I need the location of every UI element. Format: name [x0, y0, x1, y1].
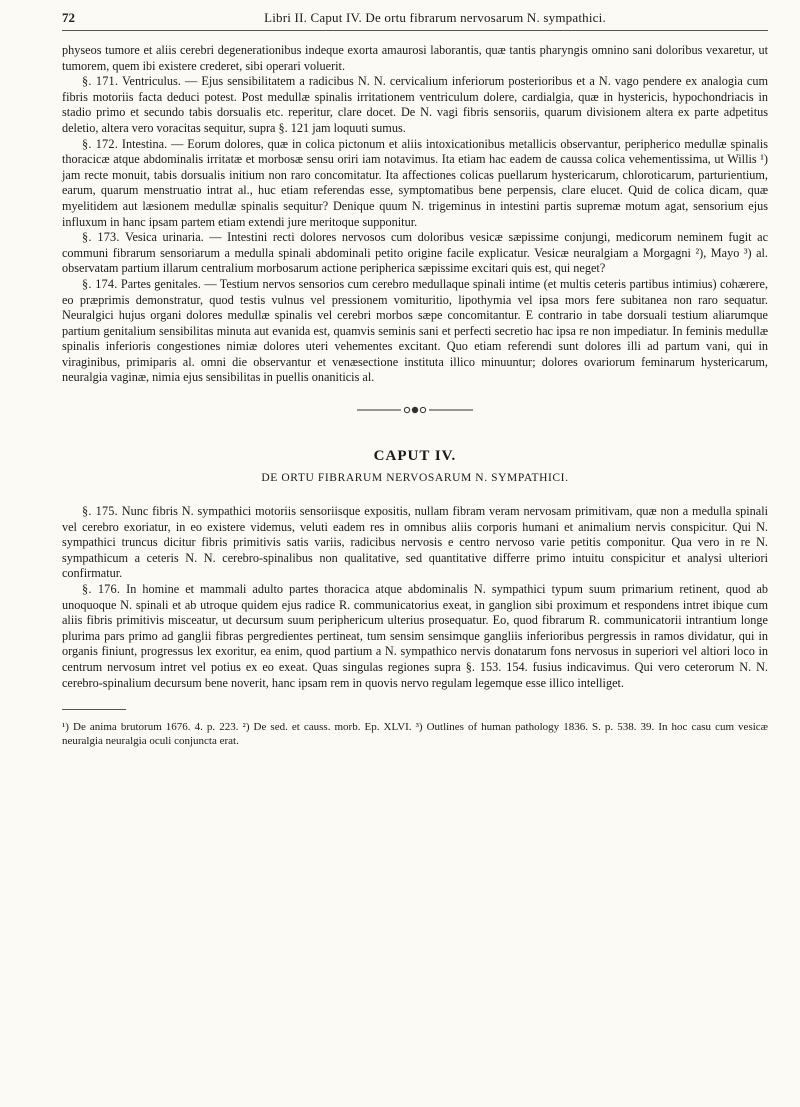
- section-number: §. 172.: [82, 136, 118, 151]
- section-number: §. 176.: [82, 582, 121, 597]
- section-heading: Partes genitales.: [120, 276, 201, 291]
- footnotes: ¹) De anima brutorum 1676. 4. p. 223. ²) De sed. et causs. morb. Ep. XLVI. ³) Outlines of human pathology 1836. S. p. 538. 39. In hoc casu cum vesicæ neuralgia neuralgia oculi conjuncta erat.: [62, 721, 768, 747]
- section-174: [62, 277, 768, 386]
- section-171: [62, 74, 768, 136]
- section-175: [62, 504, 768, 582]
- book-page: [62, 10, 768, 759]
- section-number: §. 175.: [82, 504, 118, 519]
- section-heading: Ventriculus.: [122, 74, 181, 89]
- section-heading: Vesica urinaria.: [124, 230, 204, 245]
- section-text: — Eorum dolores, quæ in colica pictonum et aliis intoxicationibus metallicis observantur, peripherico medullæ spinalis thoracicæ atque abdominalis irritatæ et morbosæ sensu oriri iam notavimus. Ita etiam hac eadem de caussa colica vehementissima, ut Willis ¹) jam recte monuit, tabis dorsualis initium non raro concomitatur. Ita affectiones colicas puellarum hystericarum, chloroticarum, parturientium, earum, quarum menstruatio intrat al., huc etiam referendas esse, symptomatibus bene perpensis, clare elucet. Quid de colica dicam, quæ myelitidem aut læsionem medullæ spinalis sequitur? Denique quum N. trigeminus in intestini partis supremæ motum agat, sensorium ejus influxum in hanc ipsam partem etiam extendi jure meritoque supponitur.: [62, 136, 768, 229]
- section-number: §. 173.: [82, 230, 120, 245]
- section-heading: Intestina.: [121, 136, 168, 151]
- ornament-divider-icon: [355, 405, 475, 415]
- running-head: [62, 10, 768, 31]
- section-number: §. 171.: [82, 74, 119, 89]
- section-text: — Ejus sensibilitatem a radicibus N. N. cervicalium inferiorum posterioribus et a N. vago pendere ex analogia cum fibris motoriis facta deduci potest. Post medullæ spinalis irritationem ventriculum dolere, cardialgia, quæ in hystericis, hypochondriacis in stadio primo et secundo tabis dorsualis etc. reperitur, clare docet. De N. vagi fibris sensoriis, quarum divisionem altera ex parte adpetitus deletio, altera vero voracitas sequitur, supra §. 121 jam loquuti sumus.: [62, 74, 769, 135]
- section-172: [62, 137, 768, 231]
- footnote-rule: [62, 709, 126, 710]
- section-text: In homine et mammali adulto partes thoracica atque abdominalis N. sympathici typum suum primarium retinent, quod ab unoquoque N. spinali et ab utroque quidem ejus radice R. communicatorius exeat, in ganglion sibi proximum et respondens intret ibique cum aliis fibris primitivis misceatur, ut decursum suum periphericum ulterius prosequatur. Eo, quod fibrarum R. communicatorii intrantium longe plurima pars primo ad ganglii fibras pergredientes pertineat, tum sensim sensimque gangliis inferioribus pergressis in ramos dividatur, qui in organis finiunt, progressus lex exoritur, ea enim, quod partium a N. sympathico nervis donatarum fons nervosus in superiori vel altiori loco in centrum nervosum intret vel potius ex eo exeat. Quas singulas regiones supra §. 153. 154. fusius indicavimus. Qui vero ceterorum N. N. cerebro-spinalium decursum bene noverit, hanc ipsam rem in quovis nervo regulam legemque esse illico intelliget.: [62, 582, 769, 690]
- chapter-subtitle: DE ORTU FIBRARUM NERVOSARUM N. SYMPATHICI.: [261, 472, 569, 485]
- continuation-paragraph: physeos tumore et aliis cerebri degenerationibus indeque exorta amaurosi laborantis, quæ tantis pharyngis omnino sani doloribus vexaretur, ut tumorem, quem ibi existere crederet, sibi operari voluerit.: [62, 43, 768, 73]
- section-176: [62, 582, 768, 691]
- section-173: [62, 230, 768, 277]
- section-text: Nunc fibris N. sympathici motoriis sensoriisque expositis, nullam fibram veram nervosam primitivam, quæ non a medulla spinali vel cerebro exoriatur, in eo existere videmus, veluti eadem res in omnibus aliis corporis humani et animalium nervis conspicitur. Qui N. sympathici truncus dicitur fibris primitivis satis variis, radicibus nervosis e centro nervoso varie petitis componitur. Qua vero in re N. sympathicum a ceteris N. N. cerebro-spinalibus non qualitative, sed quantitative differre primo intuitu conspicitur et analysi ulteriori confirmatur.: [62, 504, 768, 581]
- section-text: — Testium nervos sensorios cum cerebro medullaque spinali intime (et multis ceteris partibus intimius) cohærere, eo præprimis demonstratur, quod testis vulnus vel pressionem vomituritio, lipothymia vel ipsa mors fere subitanea non raro sequatur. Neuralgici hujus organi dolores medullæ spinalis vel cerebri morbos sæpe concomitantur. E contrario in tabe dorsuali testium aliarumque partium genitalium sensibilitas minuta aut evanida est, quamvis seminis sani et perfecti secretio hac ipsa re non impediatur. In feminis medullæ spinalis inferioris congestiones nimiæ dolores uteri vehementes excitant. Quo etiam referendi sunt dolores illi ad partum vani, qui in viraginibus, primiparis al. omni die observantur et venæsectione instituta illico minuuntur; dolores ovariorum feminarum hystericarum, neuralgia vaginæ, nimia ejus sensibilitas in puellis onaniticis al.: [62, 276, 769, 385]
- running-title: Libri II. Caput IV. De ortu fibrarum nervosarum N. sympathici.: [264, 10, 606, 25]
- section-text: — Intestini recti dolores nervosos cum doloribus vesicæ sæpissime conjungi, medicorum neminem fugit ac communi fibrarum sensoriarum a medulla spinali abdominali petito origine facile explicatur. Vesicæ neuralgiam a Morgagni ²), Mayo ³) al. observatam partium illarum centralium morbosarum actione peripherica sæpissime excitari quis est, qui neget?: [62, 230, 769, 276]
- section-number: §. 174.: [82, 276, 118, 291]
- page-number: 72: [62, 10, 75, 25]
- chapter-title: CAPUT IV.: [373, 448, 457, 465]
